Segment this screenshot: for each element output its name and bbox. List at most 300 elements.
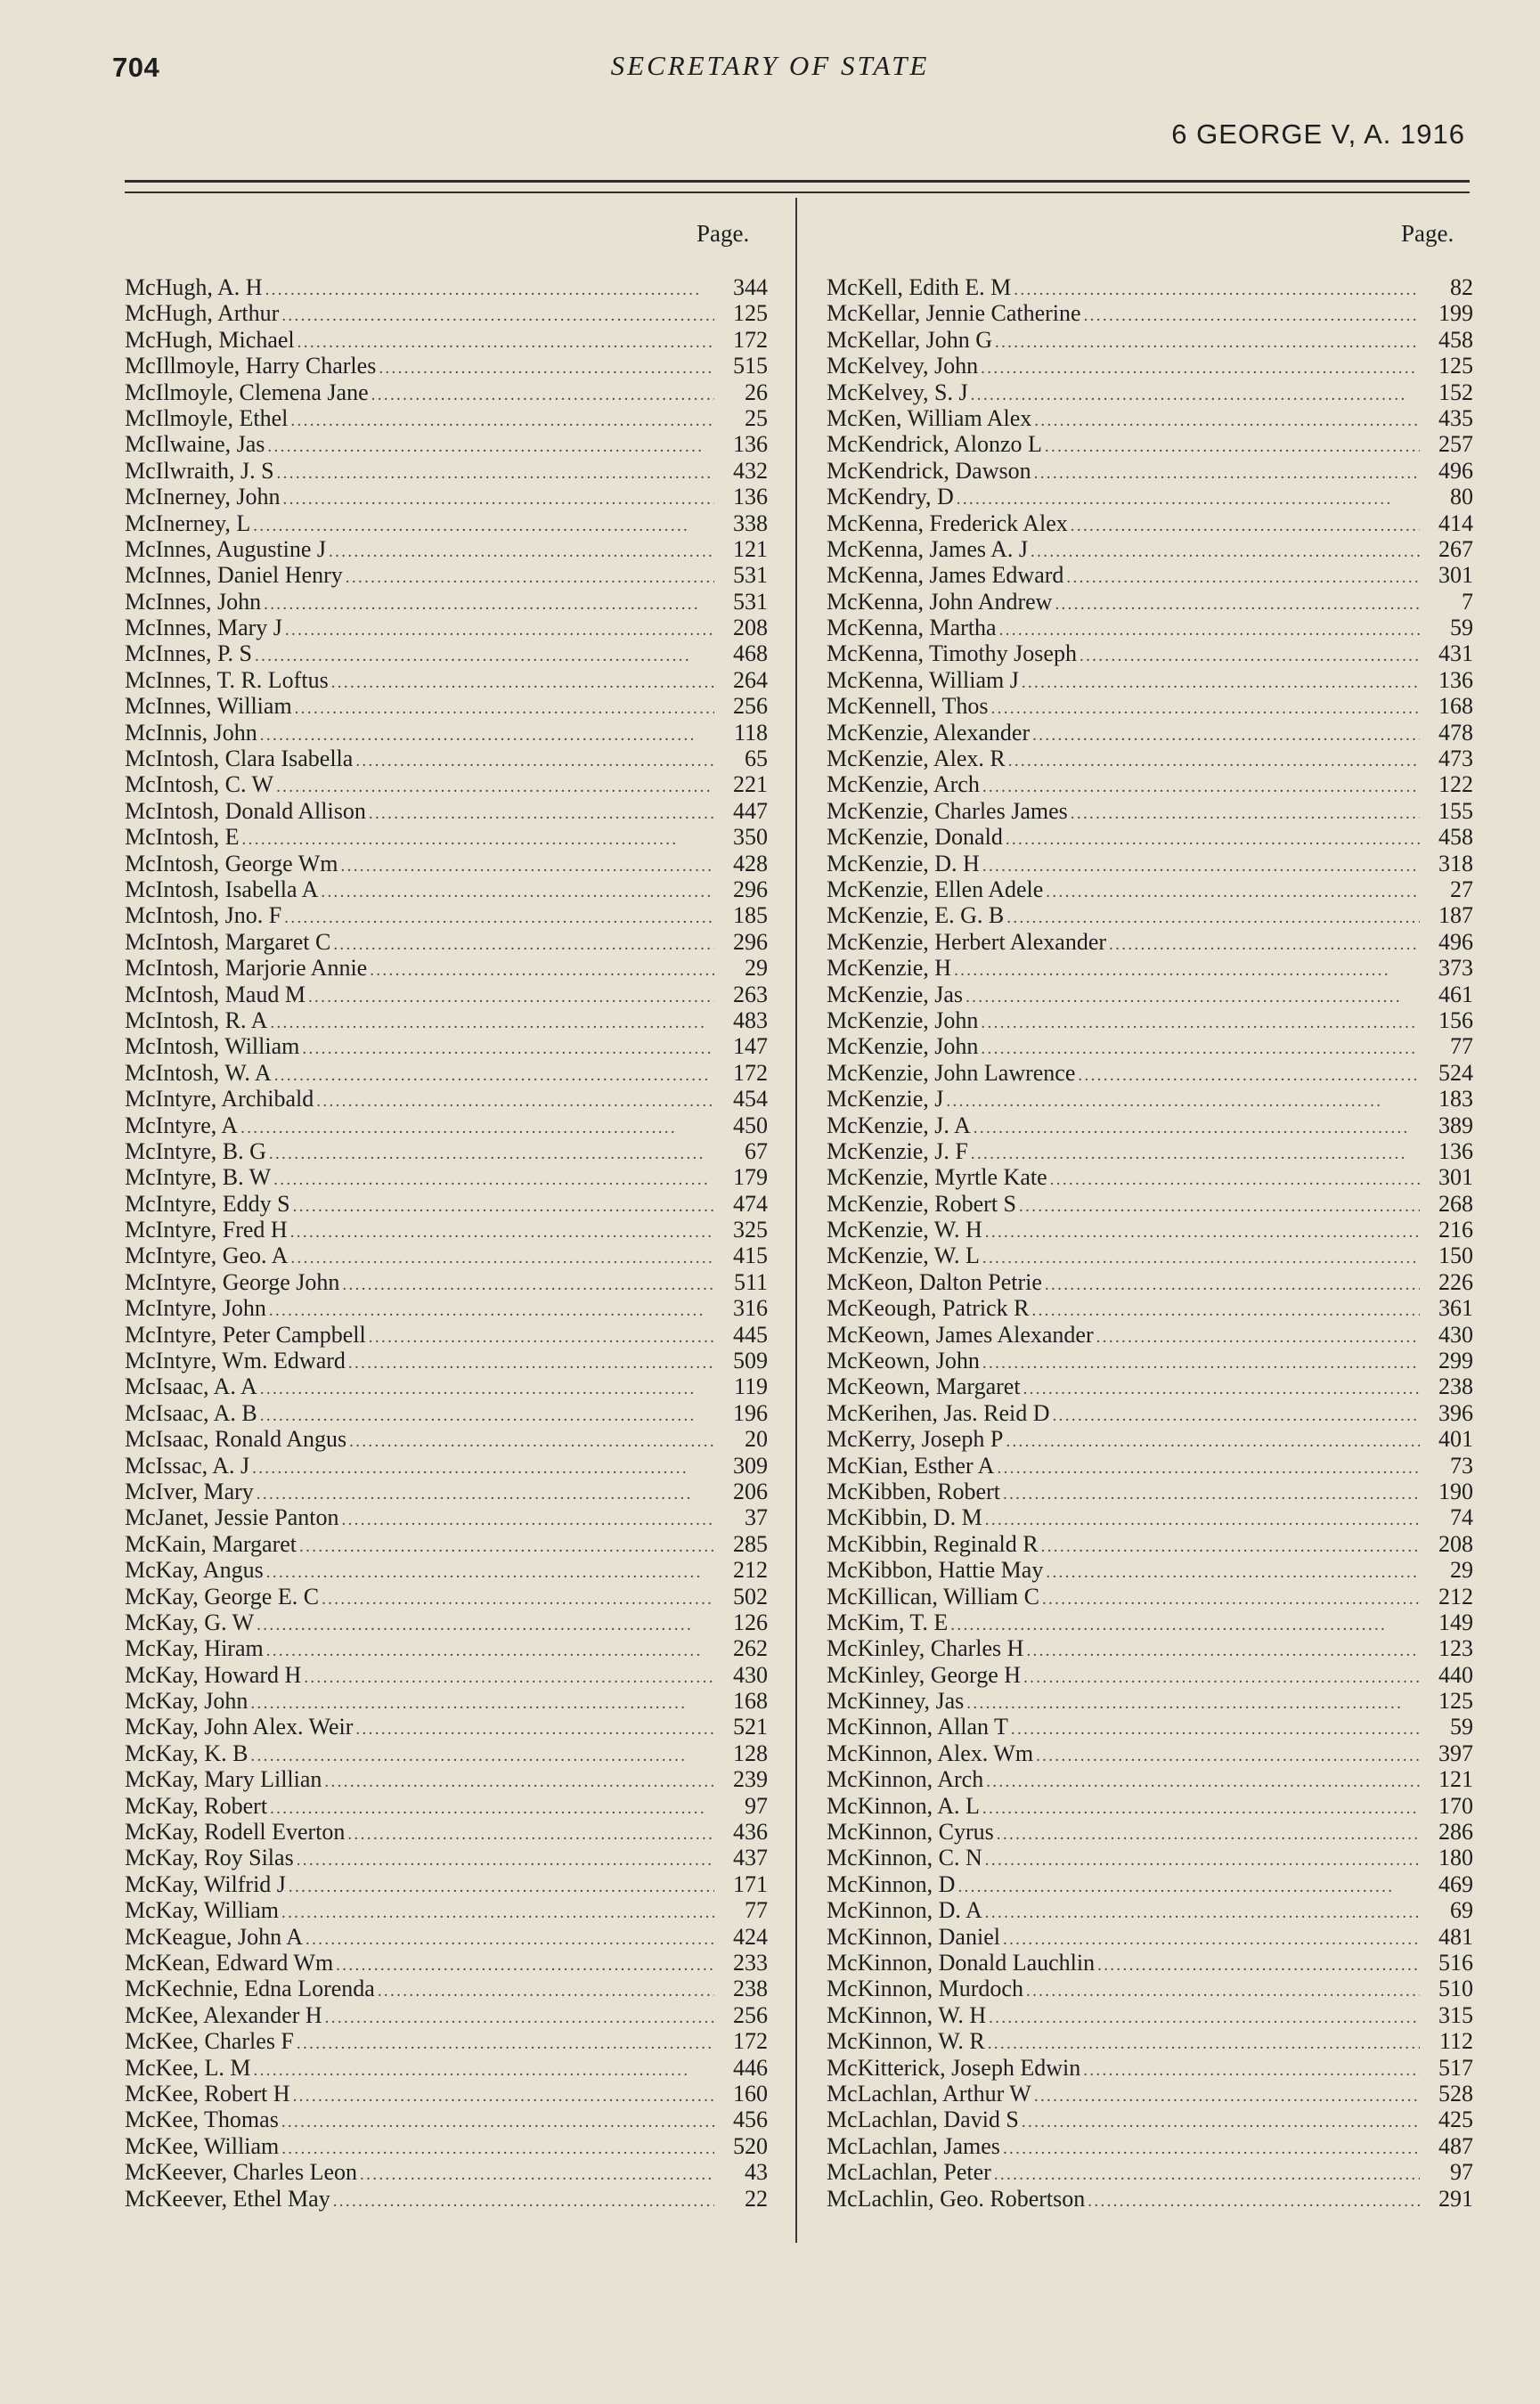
index-entry [125, 1950, 768, 1976]
dot-leader [971, 1138, 1420, 1167]
index-entry [125, 379, 768, 405]
dot-leader [1023, 1373, 1420, 1402]
index-entry [827, 615, 1473, 640]
entry-name: McKitterick, Joseph Edwin [827, 2054, 1081, 2081]
entry-name: McKinnon, C. N [827, 1845, 982, 1871]
index-entry [125, 1531, 768, 1557]
index-entry [125, 693, 768, 719]
index-entry [125, 1793, 768, 1819]
index-entry [125, 484, 768, 509]
entry-name: McKenna, John Andrew [827, 588, 1053, 615]
index-entry [125, 1557, 768, 1583]
entry-name: McKillican, William C [827, 1583, 1039, 1609]
entry-page-number: 478 [1438, 719, 1473, 746]
entry-page-number: 7 [1462, 588, 1473, 615]
entry-name: McInnes, William [125, 693, 292, 720]
index-entry [827, 1557, 1473, 1583]
index-entry [827, 1531, 1473, 1557]
dot-leader [308, 982, 714, 1010]
dot-leader [252, 1453, 714, 1481]
dot-leader [260, 1400, 714, 1429]
index-entry [827, 720, 1473, 746]
index-entry [125, 1086, 768, 1112]
entry-page-number: 301 [1438, 562, 1473, 589]
dot-leader [995, 327, 1420, 355]
entry-name: McKenna, Martha [827, 615, 997, 641]
entry-page-number: 136 [733, 484, 768, 510]
dot-leader [282, 484, 714, 512]
entry-page-number: 37 [745, 1504, 768, 1531]
index-entry [827, 1924, 1473, 1950]
entry-name: McKenzie, Ellen Adele [827, 876, 1044, 902]
index-entry [125, 2107, 768, 2132]
entry-page-number: 65 [745, 746, 768, 772]
dot-leader [257, 1609, 714, 1638]
entry-name: McInnes, T. R. Loftus [125, 666, 329, 693]
dot-leader [966, 982, 1420, 1010]
dot-leader [269, 1138, 714, 1167]
entry-page-number: 196 [733, 1399, 768, 1426]
entry-name: McKay, George E. C [125, 1583, 320, 1609]
index-entry [827, 798, 1473, 824]
entry-name: McKinnon, Alex. Wm [827, 1740, 1034, 1766]
dot-leader [1045, 1269, 1420, 1298]
index-entry [827, 431, 1473, 457]
entry-name: McInnes, John [125, 588, 262, 615]
dot-leader [1003, 2133, 1420, 2162]
index-entry [827, 1635, 1473, 1661]
dot-leader [1045, 431, 1420, 460]
dot-leader [997, 1453, 1420, 1481]
dot-leader [982, 1348, 1420, 1376]
index-entry [125, 562, 768, 588]
index-entry [827, 353, 1473, 379]
index-entry [827, 1976, 1473, 2001]
dot-leader [985, 1845, 1420, 1873]
entry-name: McKerihen, Jas. Reid D [827, 1399, 1050, 1426]
left-index-column [125, 274, 768, 2212]
dot-leader [297, 1845, 714, 1873]
entry-name: McKibbin, D. M [827, 1504, 982, 1531]
entry-page-number: 82 [1450, 274, 1473, 300]
index-entry [125, 955, 768, 981]
entry-name: McJanet, Jessie Panton [125, 1504, 339, 1531]
dot-leader [1031, 536, 1420, 565]
entry-page-number: 172 [733, 2028, 768, 2055]
index-entry [827, 1243, 1473, 1268]
entry-name: McIntosh, Maud M [125, 981, 306, 1007]
dot-leader [1022, 667, 1420, 696]
entry-page-number: 136 [733, 431, 768, 458]
index-entry [125, 1033, 768, 1059]
entry-page-number: 496 [1438, 457, 1473, 484]
dot-leader [957, 484, 1420, 512]
index-entry [125, 851, 768, 876]
index-entry [827, 1714, 1473, 1740]
entry-name: McKay, Howard H [125, 1661, 302, 1688]
entry-page-number: 97 [745, 1792, 768, 1819]
index-entry [125, 1924, 768, 1950]
entry-page-number: 216 [1438, 1217, 1473, 1243]
dot-leader [347, 1819, 714, 1847]
entry-name: McKeon, Dalton Petrie [827, 1268, 1042, 1295]
index-entry [125, 824, 768, 850]
entry-name: McKenzie, Herbert Alexander [827, 928, 1107, 955]
dot-leader [1006, 1426, 1420, 1455]
entry-page-number: 344 [733, 274, 768, 300]
index-entry [125, 1688, 768, 1714]
dot-leader [1008, 746, 1420, 774]
index-entry [827, 771, 1473, 797]
index-entry [827, 1766, 1473, 1792]
dot-leader [306, 1924, 714, 1952]
dot-leader [1003, 1479, 1420, 1507]
entry-page-number: 20 [745, 1426, 768, 1453]
index-entry [125, 1269, 768, 1295]
entry-name: McKim, T. E [827, 1609, 949, 1635]
index-entry [827, 1453, 1473, 1479]
entry-page-number: 77 [1450, 1033, 1473, 1060]
entry-name: McKay, John [125, 1688, 249, 1715]
entry-page-number: 435 [1438, 404, 1473, 431]
entry-name: McKinley, Charles H [827, 1635, 1024, 1662]
index-entry [827, 824, 1473, 850]
entry-page-number: 80 [1450, 484, 1473, 510]
dot-leader [290, 1243, 714, 1271]
entry-page-number: 26 [745, 379, 768, 405]
index-entry [827, 1504, 1473, 1530]
dot-leader [295, 693, 714, 721]
dot-leader [267, 431, 714, 460]
index-entry [125, 982, 768, 1007]
entry-page-number: 208 [733, 615, 768, 641]
entry-name: McKian, Esther A [827, 1452, 995, 1479]
dot-leader [355, 1714, 714, 1742]
dot-leader [369, 798, 714, 827]
entry-name: McKee, William [125, 2132, 280, 2159]
index-entry [827, 1269, 1473, 1295]
index-entry [827, 1217, 1473, 1243]
entry-name: McKay, Mary Lillian [125, 1766, 322, 1793]
index-entry [125, 771, 768, 797]
index-entry [827, 589, 1473, 615]
dot-leader [270, 1007, 714, 1036]
entry-page-number: 160 [733, 2080, 768, 2107]
index-entry [125, 1191, 768, 1217]
entry-page-number: 450 [733, 1112, 768, 1138]
entry-page-number: 458 [1438, 326, 1473, 353]
index-entry [827, 1740, 1473, 1766]
entry-name: McIntyre, Archibald [125, 1086, 314, 1112]
dot-leader [290, 405, 714, 434]
entry-page-number: 149 [1438, 1609, 1473, 1635]
index-entry [125, 1504, 768, 1530]
entry-name: McKee, Robert H [125, 2080, 290, 2107]
entry-page-number: 389 [1438, 1112, 1473, 1138]
entry-page-number: 152 [1438, 379, 1473, 405]
entry-page-number: 414 [1438, 509, 1473, 536]
entry-name: McLachlan, David S [827, 2107, 1019, 2133]
dot-leader [348, 1348, 714, 1376]
index-entry [827, 1191, 1473, 1217]
dot-leader [253, 510, 714, 539]
dot-leader [1006, 902, 1420, 931]
entry-name: McKenzie, John [827, 1033, 979, 1060]
dot-leader [1071, 510, 1420, 539]
dot-leader [260, 1373, 714, 1402]
entry-name: McKenzie, Alexander [827, 719, 1031, 746]
entry-page-number: 123 [1438, 1635, 1473, 1662]
entry-page-number: 170 [1438, 1792, 1473, 1819]
entry-name: McKenzie, Arch [827, 771, 980, 798]
dot-leader [304, 1662, 714, 1691]
entry-name: McKinnon, Daniel [827, 1923, 1000, 1950]
dot-leader [289, 1871, 714, 1900]
entry-page-number: 487 [1438, 2132, 1473, 2159]
index-entry [827, 562, 1473, 588]
entry-name: McHugh, Michael [125, 326, 295, 353]
index-entry [125, 1819, 768, 1845]
entry-name: McIver, Mary [125, 1478, 254, 1504]
entry-page-number: 212 [733, 1557, 768, 1584]
entry-page-number: 445 [733, 1321, 768, 1348]
entry-page-number: 461 [1438, 981, 1473, 1007]
entry-page-number: 446 [733, 2054, 768, 2081]
index-entry [125, 1714, 768, 1740]
index-entry [827, 2055, 1473, 2081]
index-entry [827, 1322, 1473, 1348]
index-entry [827, 1348, 1473, 1373]
entry-name: McKenzie, J. A [827, 1112, 971, 1138]
index-entry [827, 379, 1473, 405]
entry-name: McKenzie, W. L [827, 1243, 980, 1269]
entry-page-number: 128 [733, 1740, 768, 1766]
entry-page-number: 431 [1438, 640, 1473, 667]
entry-page-number: 430 [733, 1661, 768, 1688]
entry-page-number: 436 [733, 1819, 768, 1846]
entry-name: McIntosh, Margaret C [125, 928, 331, 955]
dot-leader [1084, 300, 1420, 329]
entry-page-number: 447 [733, 797, 768, 824]
entry-name: McIntosh, W. A [125, 1059, 272, 1086]
entry-page-number: 316 [733, 1295, 768, 1322]
entry-name: McKeough, Patrick R [827, 1295, 1030, 1322]
entry-name: McKinnon, Murdoch [827, 1976, 1023, 2002]
dot-leader [349, 1426, 714, 1455]
index-entry [125, 1348, 768, 1373]
entry-page-number: 179 [733, 1164, 768, 1191]
entry-page-number: 73 [1450, 1452, 1473, 1479]
dot-leader [293, 2081, 714, 2109]
entry-page-number: 67 [745, 1137, 768, 1164]
entry-name: McKibbon, Hattie May [827, 1557, 1044, 1584]
dot-leader [999, 615, 1420, 643]
entry-name: McIntosh, Clara Isabella [125, 746, 354, 772]
index-entry [827, 2186, 1473, 2212]
dot-leader [981, 1007, 1420, 1036]
index-entry [125, 667, 768, 693]
index-entry [125, 615, 768, 640]
dot-leader [946, 1086, 1420, 1114]
dot-leader [329, 536, 714, 565]
index-entry [827, 327, 1473, 353]
entry-name: McIntosh, C. W [125, 771, 274, 798]
index-entry [125, 1007, 768, 1033]
entry-name: McInerney, John [125, 484, 281, 510]
entry-name: McIntosh, Donald Allison [125, 797, 366, 824]
entry-page-number: 268 [1438, 1190, 1473, 1217]
dot-leader [974, 1112, 1420, 1141]
dot-leader [281, 2107, 714, 2135]
entry-name: McIntyre, B. W [125, 1164, 272, 1191]
entry-page-number: 156 [1438, 1006, 1473, 1033]
entry-name: McKeever, Ethel May [125, 2185, 330, 2212]
entry-name: McKenna, Timothy Joseph [827, 640, 1077, 667]
index-entry [827, 2028, 1473, 2054]
index-entry [125, 2028, 768, 2054]
dot-leader [1041, 1531, 1420, 1560]
entry-page-number: 415 [733, 1243, 768, 1269]
entry-name: McKay, Rodell Everton [125, 1819, 346, 1846]
entry-page-number: 180 [1438, 1845, 1473, 1871]
entry-page-number: 171 [733, 1870, 768, 1897]
dot-leader [982, 851, 1420, 879]
index-entry [125, 720, 768, 746]
entry-page-number: 69 [1450, 1897, 1473, 1924]
dot-leader [355, 746, 714, 774]
entry-name: McInerney, L [125, 509, 251, 536]
dot-leader [341, 851, 715, 879]
entry-name: McKechnie, Edna Lorenda [125, 1976, 375, 2002]
dot-leader [1006, 824, 1420, 852]
dot-leader [1003, 1924, 1420, 1952]
dot-leader [986, 1766, 1420, 1795]
index-entry [827, 1609, 1473, 1635]
entry-name: McKellar, Jennie Catherine [827, 300, 1081, 327]
dot-leader [971, 379, 1420, 408]
dot-leader [281, 300, 714, 329]
entry-name: McKee, Alexander H [125, 2001, 322, 2028]
entry-name: McIntyre, A [125, 1112, 239, 1138]
index-entry [125, 1112, 768, 1138]
index-entry [827, 1033, 1473, 1059]
right-index-column [827, 274, 1473, 2212]
entry-page-number: 524 [1438, 1059, 1473, 1086]
index-entry [125, 300, 768, 326]
entry-name: McInnes, Augustine J [125, 535, 327, 562]
entry-name: McKenzie, Charles James [827, 797, 1068, 824]
entry-name: McKean, Edward Wm [125, 1950, 334, 1976]
dot-leader [985, 1897, 1420, 1926]
index-entry [827, 1060, 1473, 1086]
entry-name: McKeown, James Alexander [827, 1321, 1094, 1348]
entry-page-number: 121 [733, 535, 768, 562]
entry-page-number: 238 [1438, 1373, 1473, 1400]
entry-page-number: 531 [733, 588, 768, 615]
entry-name: McIlmoyle, Ethel [125, 404, 289, 431]
dot-leader [264, 589, 714, 617]
dot-leader [342, 1269, 714, 1298]
entry-name: McKay, William [125, 1897, 279, 1924]
session-label: 6 GEORGE V, A. 1916 [1171, 118, 1465, 150]
index-entry [827, 1164, 1473, 1190]
entry-name: McKenzie, John [827, 1006, 979, 1033]
index-entry [125, 1845, 768, 1870]
entry-name: McHugh, Arthur [125, 300, 280, 327]
index-entry [125, 2159, 768, 2185]
entry-name: McInnes, P. S [125, 640, 253, 667]
entry-name: McKinnon, D [827, 1870, 956, 1897]
index-entry [125, 1373, 768, 1399]
index-entry [827, 1871, 1473, 1897]
index-entry [125, 405, 768, 431]
entry-page-number: 155 [1438, 797, 1473, 824]
entry-page-number: 338 [733, 509, 768, 536]
index-entry [125, 1060, 768, 1086]
dot-leader [1066, 562, 1420, 591]
dot-leader [276, 771, 714, 800]
dot-leader [1109, 929, 1420, 958]
entry-page-number: 256 [733, 693, 768, 720]
index-entry [827, 2002, 1473, 2028]
index-entry [827, 1662, 1473, 1688]
index-entry [125, 1609, 768, 1635]
entry-name: McIlwaine, Jas [125, 431, 265, 458]
entry-name: McKeown, Margaret [827, 1373, 1021, 1400]
entry-name: McInnes, Mary J [125, 615, 282, 641]
index-entry [827, 1086, 1473, 1112]
dot-leader [321, 876, 714, 905]
left-column-heading: Page. [697, 220, 750, 247]
entry-page-number: 520 [733, 2132, 768, 2159]
dot-leader [274, 1060, 714, 1088]
entry-page-number: 361 [1438, 1295, 1473, 1322]
entry-name: McKennell, Thos [827, 693, 989, 720]
entry-page-number: 528 [1438, 2080, 1473, 2107]
entry-page-number: 315 [1438, 2001, 1473, 2028]
entry-name: McInnis, John [125, 719, 257, 746]
entry-name: McKay, Hiram [125, 1635, 264, 1662]
entry-name: McKenna, James Edward [827, 562, 1064, 589]
entry-page-number: 264 [733, 666, 768, 693]
entry-name: McIntosh, R. A [125, 1006, 268, 1033]
index-entry [827, 667, 1473, 693]
dot-leader [333, 929, 714, 958]
entry-page-number: 502 [733, 1583, 768, 1609]
column-divider [795, 198, 797, 2243]
dot-leader [346, 562, 714, 591]
entry-page-number: 291 [1438, 2185, 1473, 2212]
index-entry [125, 510, 768, 536]
entry-page-number: 125 [1438, 353, 1473, 379]
dot-leader [265, 274, 714, 303]
dot-leader [1026, 1976, 1420, 2004]
index-entry [125, 1322, 768, 1348]
dot-leader [336, 1950, 714, 1978]
dot-leader [981, 353, 1420, 381]
dot-leader [1011, 1714, 1420, 1742]
entry-page-number: 425 [1438, 2107, 1473, 2133]
dot-leader [371, 379, 714, 408]
entry-page-number: 267 [1438, 535, 1473, 562]
dot-leader [297, 2028, 714, 2057]
index-entry [827, 1112, 1473, 1138]
index-entry [125, 1584, 768, 1609]
dot-leader [285, 615, 714, 643]
dot-leader [331, 667, 714, 696]
index-entry [827, 405, 1473, 431]
entry-page-number: 119 [733, 1373, 768, 1400]
